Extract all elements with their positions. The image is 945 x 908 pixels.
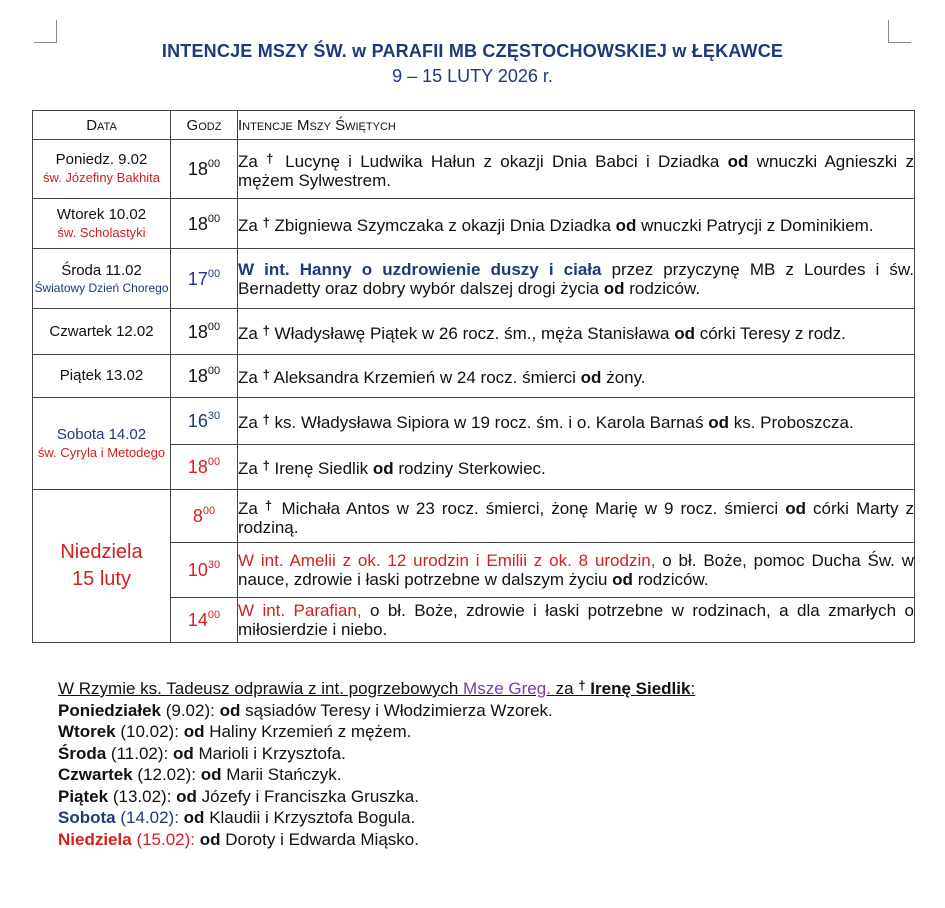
crop-mark-top-left (34, 20, 57, 43)
intention-requester: ks. Proboszcza. (733, 413, 854, 432)
intention-prefix: W int. Amelii z ok. 12 urodzin i Emilii z ok. 8 urodzin, (238, 551, 656, 570)
rome-intro-line (58, 675, 918, 700)
list-item (58, 700, 918, 722)
gregorian-masses-notes (58, 675, 918, 850)
hour-cell (171, 309, 238, 355)
intention-text: przez przyczynę MB z Lourdes i św. Bernadetty oraz dobry wybór dalszej drogi życia (238, 259, 914, 298)
intention-text: Michała Antos w 23 rocz. śmierci, żonę Marię w 9 rocz. śmierci (281, 498, 779, 518)
requester: Haliny Krzemień z mężem. (209, 722, 412, 741)
saint-name: św. Scholastyki (57, 224, 146, 240)
minutes: 00 (207, 320, 221, 333)
intention-prefix: W int. Parafian, (238, 601, 362, 620)
from-word: od (708, 413, 729, 432)
intention-cell (238, 598, 915, 643)
hour-cell (171, 490, 238, 543)
weekday: Niedziela (58, 829, 132, 849)
intention-requester: córki Teresy z rodz. (699, 323, 846, 343)
day-cell (33, 309, 171, 355)
list-item (58, 721, 918, 743)
from-word: od (785, 498, 807, 518)
minutes: 00 (207, 267, 221, 280)
list-item (58, 807, 918, 829)
rome-intro: W Rzymie ks. Tadeusz odprawia z int. pogrzebowych (58, 679, 459, 698)
requester: Doroty i Edwarda Miąsko. (225, 829, 419, 849)
saint-name: św. Józefiny Bakhita (42, 170, 161, 185)
from-word: od (219, 700, 241, 720)
day-date: 15 luty (72, 568, 131, 590)
from-word: od (603, 278, 625, 298)
cross-icon: † (578, 678, 586, 693)
day-cell (33, 398, 171, 490)
hour: 18 (187, 213, 208, 234)
day-cell (33, 249, 171, 309)
from-word: od (199, 829, 221, 849)
hour: 17 (187, 268, 208, 289)
table-row-sunday-1 (33, 490, 915, 543)
col-header-hour: Godz (171, 111, 238, 140)
cross-icon: † (262, 322, 270, 338)
intention-cell (238, 490, 915, 543)
hour-cell (171, 543, 238, 598)
intention-cell (238, 543, 915, 598)
list-item (58, 786, 918, 808)
cross-icon: † (262, 367, 270, 382)
list-item (58, 764, 918, 786)
table-row-tuesday (33, 199, 915, 249)
intention-cell (238, 249, 915, 309)
from-word: od (727, 151, 749, 171)
intention-prefix: Za (238, 151, 258, 171)
minutes: 30 (207, 559, 221, 571)
intention-prefix: Za (238, 215, 258, 235)
intention-cell (238, 398, 915, 445)
table-row-saturday-1 (33, 398, 915, 445)
intention-text: Władysławę Piątek w 26 rocz. śm., męża Stanisława (274, 323, 670, 343)
page-date-range: 9 – 15 LUTY 2026 r. (392, 66, 553, 86)
gregorian-masses-label: Msze Greg. (463, 679, 551, 698)
day-name: Piątek 13.02 (59, 367, 144, 384)
minutes: 30 (207, 410, 221, 422)
minutes: 00 (207, 365, 221, 377)
intention-cell (238, 309, 915, 355)
intention-requester: wnuczki Patrycji z Dominikiem. (641, 215, 874, 235)
requester: sąsiadów Teresy i Włodzimierza Wzorek. (245, 700, 553, 720)
intention-prefix: W int. Hanny o uzdrowienie duszy i ciała (238, 259, 602, 279)
intention-text: o bł. Boże, pomoc Ducha Św. w nauce, zdrowie i łaski potrzebne w dalszym życiu (238, 551, 914, 589)
weekday: Czwartek (58, 765, 133, 784)
list-item (58, 743, 918, 765)
table-row-monday (33, 140, 915, 199)
intention-requester: rodziców. (637, 570, 709, 589)
date: (10.02): (120, 722, 179, 741)
hour-cell (171, 355, 238, 398)
hour-cell (171, 140, 238, 199)
hour: 18 (187, 366, 208, 386)
col-header-intentions: Intencje Mszy Świętych (238, 111, 915, 140)
cross-icon: † (266, 150, 277, 166)
cross-icon: † (262, 214, 270, 230)
requester: Marioli i Krzysztofa. (198, 743, 346, 763)
date: (15.02): (136, 829, 196, 849)
intention-requester: córki Marty z rodziną. (238, 498, 914, 537)
intention-prefix: Za (238, 413, 258, 432)
intention-cell (238, 140, 915, 199)
weekday: Środa (58, 743, 107, 763)
table-row-friday (33, 355, 915, 398)
hour: 18 (187, 321, 208, 342)
intention-text: Lucynę i Ludwika Hałun z okazji Dnia Babci i Dziadka (285, 151, 720, 171)
observance-name: Światowy Dzień Chorego (34, 280, 169, 295)
intention-text: o bł. Boże, zdrowie i łaski potrzebne w rodzinach, a dla zmarłych o miłosierdzie i niebo. (238, 601, 914, 639)
intention-prefix: Za (238, 459, 258, 478)
hour: 10 (187, 560, 208, 580)
intention-requester: rodziców. (629, 278, 701, 298)
colon: : (690, 679, 696, 698)
hour: 16 (187, 411, 208, 431)
hour: 18 (187, 159, 208, 179)
hour: 14 (187, 610, 208, 630)
intention-cell (238, 445, 915, 490)
hour-cell (171, 398, 238, 445)
minutes: 00 (207, 212, 221, 225)
day-name: Poniedz. 9.02 (55, 151, 148, 168)
from-word: od (580, 368, 602, 387)
table-header-row (33, 111, 915, 140)
intention-requester: wnuczki Agnieszki z mężem Sylwestrem. (238, 151, 914, 190)
hour-cell (171, 199, 238, 249)
weekday: Wtorek (58, 722, 116, 741)
weekday: Piątek (58, 786, 109, 806)
weekday: Poniedziałek (58, 700, 161, 720)
table-row-thursday (33, 309, 915, 355)
hour: 8 (192, 506, 203, 526)
list-item (58, 829, 918, 851)
cross-icon: † (264, 497, 275, 513)
hour-cell (171, 598, 238, 643)
intention-cell (238, 199, 915, 249)
for-word: za (555, 679, 574, 698)
intention-text: Irenę Siedlik (274, 459, 369, 478)
intention-prefix: Za (238, 498, 258, 518)
saint-name: św. Cyryla i Metodego (37, 444, 166, 460)
day-name: Niedziela (60, 541, 143, 563)
minutes: 00 (207, 456, 221, 468)
from-word: od (183, 808, 205, 827)
table-row-wednesday (33, 249, 915, 309)
day-name: Środa 11.02 (61, 261, 142, 279)
mass-intentions-table (32, 110, 915, 643)
requester: Klaudii i Krzysztofa Bogula. (209, 808, 416, 827)
page-title: INTENCJE MSZY ŚW. w PARAFII MB CZĘSTOCHOWSKIEJ w ŁĘKAWCE (161, 41, 784, 61)
minutes: 00 (202, 505, 216, 517)
cross-icon: † (262, 412, 270, 427)
hour: 18 (187, 457, 208, 477)
minutes: 00 (207, 609, 221, 621)
day-name: Sobota 14.02 (56, 425, 147, 443)
date: (9.02): (165, 700, 215, 720)
from-word: od (172, 743, 194, 763)
day-name: Wtorek 10.02 (56, 205, 147, 223)
hour-cell (171, 249, 238, 309)
date: (13.02): (112, 786, 172, 806)
deceased-name: Irenę Siedlik (590, 679, 691, 698)
day-cell (33, 490, 171, 643)
requester: Józefy i Franciszka Gruszka. (201, 786, 419, 806)
from-word: od (372, 459, 394, 478)
day-name: Czwartek 12.02 (49, 322, 154, 340)
date: (14.02): (120, 808, 179, 827)
day-cell (33, 199, 171, 249)
day-cell (33, 355, 171, 398)
intention-text: Zbigniewa Szymczaka z okazji Dnia Dziadka (274, 215, 611, 235)
from-word: od (200, 765, 222, 784)
cross-icon: † (262, 458, 270, 473)
from-word: od (615, 215, 637, 235)
intention-requester: żony. (606, 368, 646, 387)
from-word: od (176, 786, 197, 806)
from-word: od (183, 722, 205, 741)
weekday: Sobota (58, 808, 116, 827)
intention-cell (238, 355, 915, 398)
intention-prefix: Za (238, 368, 258, 387)
day-cell (33, 140, 171, 199)
col-header-date: Data (33, 111, 171, 140)
from-word: od (612, 570, 633, 589)
intention-text: ks. Władysława Sipiora w 19 rocz. śm. i o. Karola Barnaś (274, 413, 704, 432)
date: (12.02): (137, 765, 196, 784)
from-word: od (674, 323, 695, 343)
date: (11.02): (110, 743, 169, 763)
minutes: 00 (207, 158, 221, 170)
intention-requester: rodziny Sterkowiec. (398, 459, 546, 478)
crop-mark-top-right (888, 20, 911, 43)
intention-text: Aleksandra Krzemień w 24 rocz. śmierci (273, 368, 576, 387)
hour-cell (171, 445, 238, 490)
intention-prefix: Za (238, 323, 258, 343)
requester: Marii Stańczyk. (226, 765, 342, 784)
